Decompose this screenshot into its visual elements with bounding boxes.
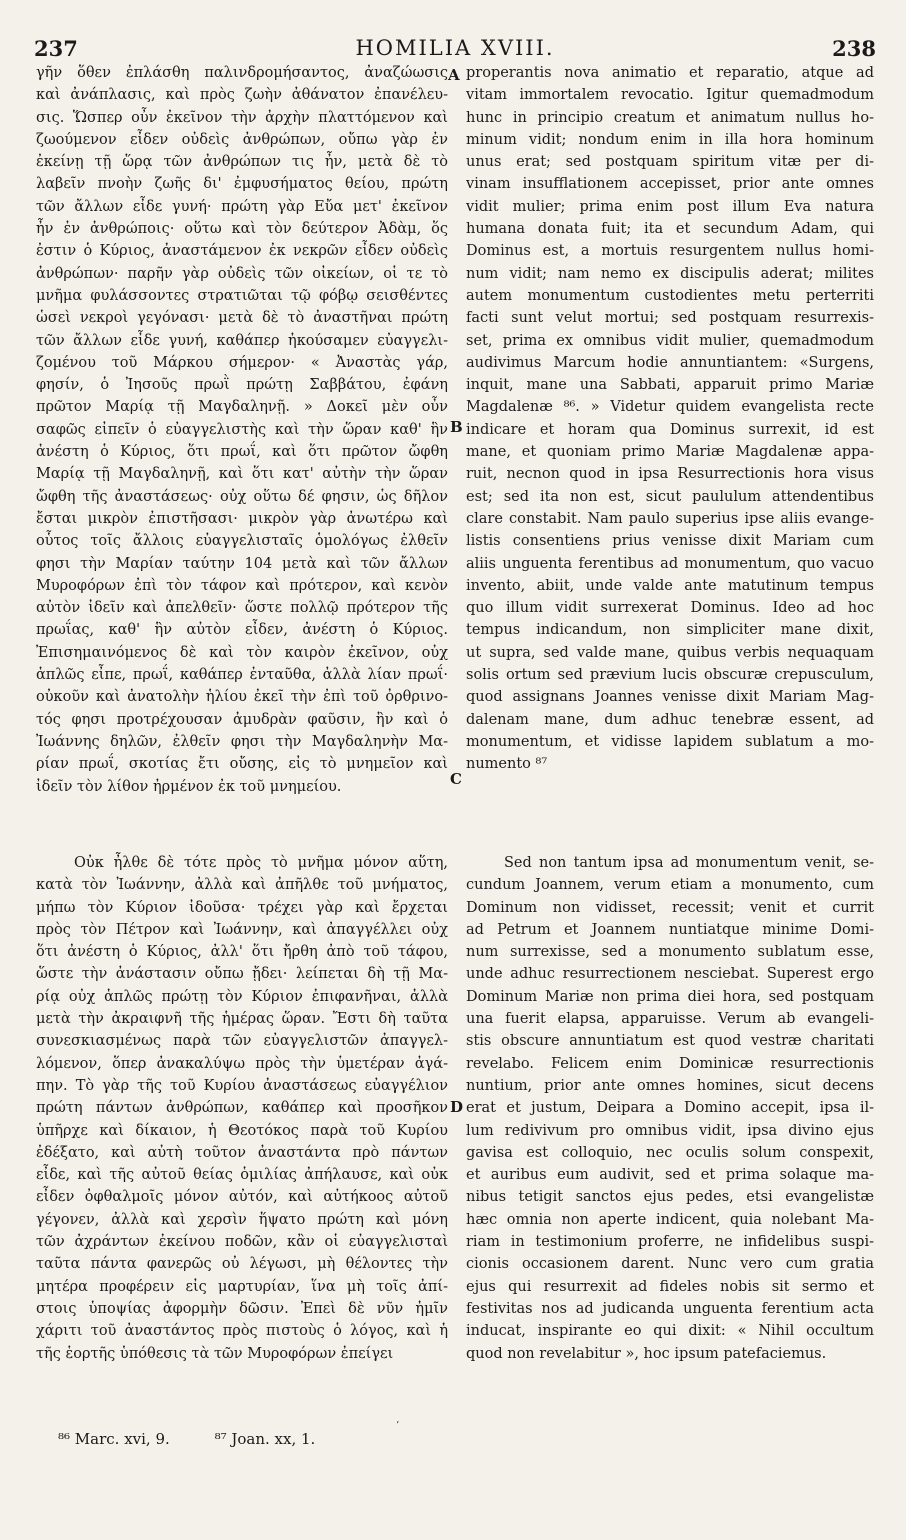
text-line: μετὰ τὴν ἀκραιφνῆ τῆς ἡμέρας ὥραν. Ἔστι δὴ ταῦτα: [36, 1011, 448, 1028]
text-line: vinam insufflationem accepisset, prior ante omnes: [466, 176, 874, 193]
greek-column-block-2: [36, 852, 448, 1365]
text-line: Dominum non vidisset, recessit; venit et currit: [466, 899, 874, 916]
text-line: μητέρα προφέρειν εἰς μαρτυρίαν, ἵνα μὴ τοῖς ἀπί-: [36, 1278, 448, 1295]
text-line: festivitas nos ad judicanda unguenta ferentium acta: [466, 1300, 874, 1317]
page-title: HOMILIA XVIII.: [355, 36, 555, 60]
text-line: ὑπῆρχε καὶ δίκαιον, ἡ Θεοτόκος παρὰ τοῦ Κυρίου: [36, 1122, 448, 1139]
margin-marker-d: D: [450, 1098, 464, 1116]
text-line: Magdalenæ ⁸⁶. » Videtur quidem evangelista recte: [466, 399, 874, 416]
text-line: dalenam mane, dum adhuc tenebræ essent, ad: [466, 711, 874, 728]
text-line: φησι τὴν Μαρίαν ταύτην 104 μετὰ καὶ τῶν ἄλλων: [36, 555, 448, 572]
text-line: γέγονεν, ἀλλὰ καὶ χερσὶν ἥψατο πρώτη καὶ μόνη: [36, 1211, 448, 1228]
text-line: solis ortum sed prævium lucis obscuræ crepusculum,: [466, 667, 874, 684]
text-line: λαβεῖν πνοὴν ζωῆς δι' ἐμφυσήματος θείου, πρώτη: [36, 176, 448, 193]
text-line: ἔσται μικρὸν ἐπιστῆσασι· μικρὸν γὰρ ἀνωτέρω καὶ: [36, 510, 448, 527]
text-line: ἐδέξατο, καὶ αὐτὴ τοῦτον ἀναστάντα πρὸ πάντων: [36, 1144, 448, 1161]
text-line: indicare et horam qua Dominus surrexit, id est: [466, 421, 874, 438]
text-line: est; sed ita non est, sicut paululum attendentibus: [466, 488, 874, 505]
text-line: stis obscure annuntiatum est quod vestræ charitati: [466, 1033, 874, 1050]
text-line: Dominus est, a mortuis resurgentem nullus homi-: [466, 243, 874, 260]
text-line: audivimus Marcum hodie annuntiantem: «Surgens,: [466, 354, 874, 371]
text-line: πρωΐας, καθ' ἣν αὐτὸν εἶδεν, ἀνέστη ὁ Κύριος.: [36, 622, 448, 639]
text-line: vidit mulier; prima enim post illum Eva natura: [466, 198, 874, 215]
text-line: μνῆμα φυλάσσοντες στρατιῶται τῷ φόβῳ σεισθέντες: [36, 287, 448, 304]
margin-marker-b: B: [450, 418, 463, 436]
text-line: minum vidit; nondum enim in illa hora hominum: [466, 131, 874, 148]
text-line: ἰδεῖν τὸν λίθον ἠρμένον ἐκ τοῦ μνημείου.: [36, 778, 342, 795]
text-line: quo illum vidit surrexerat Dominus. Ideo ad hoc: [466, 600, 874, 617]
text-line: Ἰωάννης δηλῶν, ἐλθεῖν φησι τὴν Μαγδαληνὴν Μα-: [36, 733, 448, 750]
text-line: Οὐκ ἦλθε δὲ τότε πρὸς τὸ μνῆμα μόνον αὕτη,: [74, 855, 448, 871]
text-line: gavisa est colloquio, nec oculis solum conspexit,: [466, 1144, 874, 1161]
text-line: ἦν ἐν ἀνθρώποις· οὕτω καὶ τὸν δεύτερον Ἀδὰμ, ὅς: [36, 221, 448, 238]
text-line: ἁπλῶς εἶπε, πρωΐ, καθάπερ ἐνταῦθα, ἀλλὰ λίαν πρωΐ·: [36, 667, 448, 684]
text-line: cionis occasionem darent. Nunc vero cum gratia: [466, 1256, 874, 1273]
text-line: χάριτι τοῦ ἀναστάντος πρὸς πιστοὺς ὁ λόγος, καὶ ἡ: [36, 1323, 448, 1340]
greek-column-block-1: [36, 62, 448, 798]
text-line: τῶν ἀχράντων ἐκείνου ποδῶν, κἂν οἱ εὐαγγελισταὶ: [36, 1234, 448, 1251]
text-line: ἐκείνῃ τῇ ὥρᾳ τῶν ἀνθρώπων τις ἦν, μετὰ δὲ τὸ: [36, 154, 448, 171]
text-line: autem monumentum custodientes metu perterriti: [466, 287, 874, 304]
text-line: mane, et quoniam primo Mariæ Magdalenæ appa-: [466, 444, 874, 461]
text-line: hunc in principio creatum et animatum nullus ho-: [466, 109, 874, 126]
printer-mark: ʼ: [396, 1421, 399, 1431]
text-line: στοις ὑποψίας ἀφορμὴν δῶσιν. Ἐπεὶ δὲ νῦν ἡμῖν: [36, 1300, 448, 1317]
text-line: et auribus eum audivit, sed et prima solaque ma-: [466, 1167, 874, 1184]
text-line: ὅτι ἀνέστη ὁ Κύριος, ἀλλ' ὅτι ἤρθη ἀπὸ τοῦ τάφου,: [36, 944, 448, 961]
text-line: inquit, mane una Sabbati, apparuit primo Mariæ: [466, 377, 874, 394]
text-line: listis consentiens prius venisse dixit Mariam cum: [466, 533, 874, 550]
text-line: σις. Ὥσπερ οὖν ἐκεῖνον τὴν ἀρχὴν πλαττόμενον καὶ: [36, 109, 448, 126]
text-line: inducat, inspirante eo qui dixit: « Nihil occultum: [466, 1323, 874, 1340]
text-line: hæc omnia non aperte indicent, quia nolebant Ma-: [466, 1211, 874, 1228]
text-line: unus erat; sed postquam spiritum vitæ per di-: [466, 154, 874, 171]
text-line: set, prima ex omnibus vidit mulier, quemadmodum: [466, 332, 874, 349]
text-line: num surrexisse, sed a monumento sublatum esse,: [466, 944, 874, 961]
text-line: τῶν ἄλλων εἶδε γυνή· πρώτη γὰρ Εὔα μετ' ἐκεῖνον: [36, 198, 448, 215]
text-line: πρὸς τὸν Πέτρον καὶ Ἰωάννην, καὶ ἀπαγγέλλει οὐχ: [36, 921, 448, 938]
text-line: ἀνθρώπων· παρῆν γὰρ οὐδεὶς τῶν οἰκείων, οἱ τε τὸ: [36, 265, 448, 282]
footnotes: [58, 1430, 355, 1448]
text-line: Ἐπισημαινόμενος δὲ καὶ τὸν καιρὸν ἐκεῖνον, οὐχ: [36, 644, 448, 661]
text-line: εἶδε, καὶ τῆς αὐτοῦ θείας ὁμιλίας ἀπήλαυσε, καὶ οὐκ: [36, 1167, 448, 1184]
text-line: τῶν ἄλλων εἶδε γυνή, καθάπερ ἠκούσαμεν εὐαγγελι-: [36, 332, 448, 349]
text-line: tempus indicandum, non simpliciter mane dixit,: [466, 622, 874, 639]
text-line: τός φησι προτρέχουσαν ἀμυδρὰν φαῦσιν, ἣν καὶ ὁ: [36, 711, 448, 728]
margin-marker-a: A: [448, 66, 460, 84]
text-line: vitam immortalem revocatio. Igitur quemadmodum: [466, 87, 874, 104]
margin-marker-c: C: [450, 770, 462, 788]
text-line: ρίαν πρωΐ, σκοτίας ἔτι οὔσης, εἰς τὸ μνημεῖον καὶ: [36, 756, 448, 773]
page-number-right: 238: [832, 36, 876, 61]
text-line: ruit, necnon quod in ipsa Resurrectionis hora visus: [466, 466, 874, 483]
latin-column-block-1: [466, 62, 874, 776]
text-line: riam in testimonium proferre, ne infidelibus suspi-: [466, 1234, 874, 1251]
text-line: ταῦτα πάντα φανερῶς οὐ λέγωσι, μὴ θέλοντες τὴν: [36, 1256, 448, 1273]
text-line: ejus qui resurrexit ad fideles nobis sit sermo et: [466, 1278, 874, 1295]
footnote-86: ⁸⁶ Marc. xvi, 9.: [58, 1430, 170, 1448]
footnote-87: ⁸⁷ Joan. xx, 1.: [214, 1430, 316, 1448]
text-line: ἐστιν ὁ Κύριος, ἀναστάμενον ἐκ νεκρῶν εἶδεν οὐδεὶς: [36, 243, 448, 260]
text-line: οὐκοῦν καὶ ἀνατολὴν ἡλίου ἐκεῖ τὴν ἐπὶ τοῦ ὀρθρινο-: [36, 689, 448, 706]
latin-column-block-2: [466, 852, 874, 1365]
text-line: clare constabit. Nam paulo superius ipse aliis evange-: [466, 510, 874, 527]
text-line: Μυροφόρων ἐπὶ τὸν τάφον καὶ πρότερον, καὶ κενὸν: [36, 577, 448, 594]
text-line: nibus tetigit sanctos ejus pedes, etsi evangelistæ: [466, 1189, 874, 1206]
text-line: ζωούμενον εἶδεν οὐδεὶς ἀνθρώπων, οὔπω γὰρ ἐν: [36, 131, 448, 148]
text-line: una fuerit elapsa, apparuisse. Verum ab evangeli-: [466, 1011, 874, 1028]
text-line: αὐτὸν ἰδεῖν καὶ ἀπελθεῖν· ὥστε πολλῷ πρότερον τῆς: [36, 600, 448, 617]
text-line: ad Petrum et Joannem nuntiatque minime Domi-: [466, 921, 874, 938]
text-line: aliis unguenta ferentibus ad monumentum, quo vacuo: [466, 555, 874, 572]
text-line: πρώτη πάντων ἀνθρώπων, καθάπερ καὶ προσῆκον: [36, 1100, 448, 1117]
text-line: Dominum Mariæ non prima diei hora, sed postquam: [466, 988, 874, 1005]
text-line: facti sunt velut mortui; sed postquam resurrexis-: [466, 310, 874, 327]
text-line: πρῶτον Μαρίᾳ τῇ Μαγδαληνῇ. » Δοκεῖ μὲν οὖν: [36, 399, 448, 416]
text-line: τῆς ἑορτῆς ὑπόθεσις τὰ τῶν Μυροφόρων ἐπείγει: [36, 1345, 394, 1362]
text-line: invento, abiit, unde valde ante matutinum tempus: [466, 577, 874, 594]
text-line: quod assignans Joannes venisse dixit Mariam Mag-: [466, 689, 874, 706]
text-line: properantis nova animatio et reparatio, atque ad: [466, 65, 874, 81]
text-line: cundum Joannem, verum etiam a monumento, cum: [466, 877, 874, 894]
text-line: κατὰ τὸν Ἰωάννην, ἀλλὰ καὶ ἀπῆλθε τοῦ μνήματος,: [36, 877, 448, 894]
text-line: num vidit; nam nemo ex discipulis aderat; milites: [466, 265, 874, 282]
text-line: nuntium, prior ante omnes homines, sicut decens: [466, 1077, 874, 1094]
text-line: lum redivivum pro omnibus vidit, ipsa divino ejus: [466, 1122, 874, 1139]
text-line: μήπω τὸν Κύριον ἰδοῦσα· τρέχει γὰρ καὶ ἔρχεται: [36, 899, 448, 916]
text-line: erat et justum, Deipara a Domino accepit, ipsa il-: [466, 1100, 874, 1117]
text-line: quod non revelabitur », hoc ipsum patefaciemus.: [466, 1345, 827, 1362]
text-line: ut supra, sed valde mane, quibus verbis nequaquam: [466, 644, 874, 661]
text-line: monumentum, et vidisse lapidem sublatum a mo-: [466, 733, 874, 750]
text-line: numento ⁸⁷: [466, 756, 548, 773]
text-line: πην. Τὸ γὰρ τῆς τοῦ Κυρίου ἀναστάσεως εὐαγγέλιον: [36, 1077, 448, 1094]
text-line: ἀνέστη ὁ Κύριος, ὅτι πρωΐ, καὶ ὅτι πρῶτον ὤφθη: [36, 444, 448, 461]
text-line: humana donata fuit; ita et secundum Adam, qui: [466, 221, 874, 238]
text-line: ὤφθη τῆς ἀναστάσεως· οὐχ οὕτω δέ φησιν, ὡς δῆλον: [36, 488, 448, 505]
text-line: revelabo. Felicem enim Dominicæ resurrectionis: [466, 1055, 874, 1072]
page-number-left: 237: [34, 36, 78, 61]
text-line: ὡσεὶ νεκροὶ γεγόνασι· μετὰ δὲ τὸ ἀναστῆναι πρώτη: [36, 310, 448, 327]
text-line: Sed non tantum ipsa ad monumentum venit, se-: [504, 855, 874, 871]
text-line: καὶ ἀνάπλασις, καὶ πρὸς ζωὴν ἀθάνατον ἐπανέλευ-: [36, 87, 448, 104]
text-line: σαφῶς εἰπεῖν ὁ εὐαγγελιστὴς καὶ τὴν ὥραν καθ' ἣν: [36, 421, 448, 438]
text-line: συνεσκιασμένως παρὰ τῶν εὐαγγελιστῶν ἀπαγγελ-: [36, 1033, 448, 1050]
text-line: ζομένου τοῦ Μάρκου σήμερον· « Ἀναστὰς γάρ,: [36, 354, 448, 371]
text-line: ρίᾳ οὐχ ἁπλῶς πρώτῃ τὸν Κύριον ἐπιφανῆναι, ἀλλὰ: [36, 988, 448, 1005]
text-line: γῆν ὅθεν ἐπλάσθη παλινδρομήσαντος, ἀναζώωσις: [36, 65, 448, 81]
text-line: φησίν, ὁ Ἰησοῦς πρωῒ πρώτῃ Σαββάτου, ἐφάνη: [36, 377, 448, 394]
text-line: λόμενον, ὅπερ ἀνακαλύψω πρὸς τὴν ὑμετέραν ἀγά-: [36, 1055, 448, 1072]
text-line: οὗτος τοῖς ἄλλοις εὐαγγελισταῖς ὁμολόγως ἐλθεῖν: [36, 533, 448, 550]
text-line: Μαρίᾳ τῇ Μαγδαληνῇ, καὶ ὅτι κατ' αὐτὴν τὴν ὥραν: [36, 466, 448, 483]
text-line: unde adhuc resurrectionem nesciebat. Superest ergo: [466, 966, 874, 983]
text-line: ὥστε τὴν ἀνάστασιν οὔπω ᾔδει· λείπεται δὴ τῇ Μα-: [36, 966, 448, 983]
text-line: εἶδεν ὀφθαλμοῖς μόνον αὐτόν, καὶ αὐτήκοος αὐτοῦ: [36, 1189, 448, 1206]
